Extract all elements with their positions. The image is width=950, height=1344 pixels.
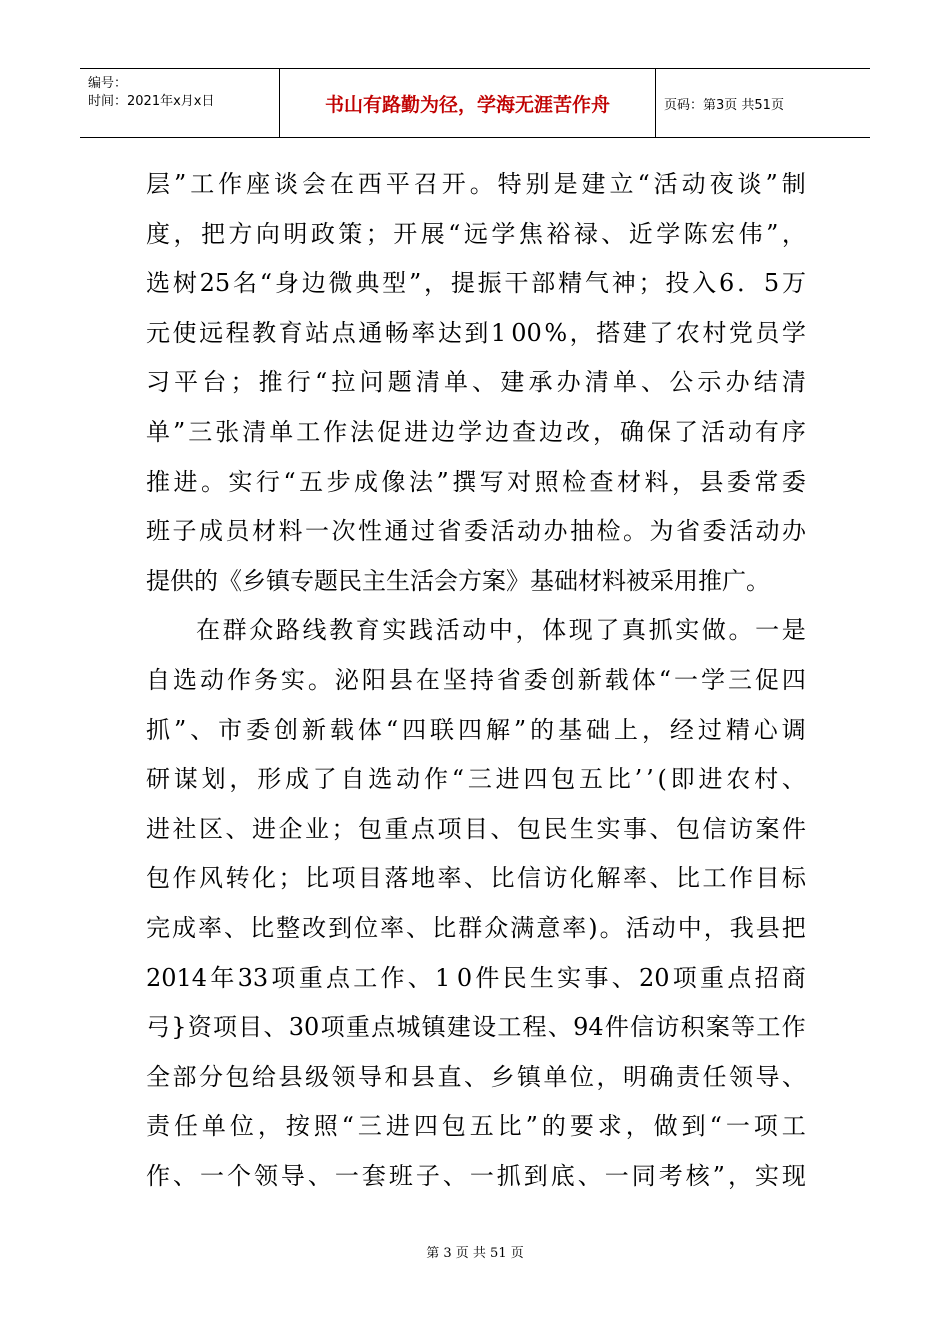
text-line: 推 进 。 实 行 “ 五 步 成 像 法 ” 撰 写 对 照 检 查 材 料 ， 县 委 常 委	[146, 467, 806, 496]
text-line: 进 社 区 、 进 企 业 ； 包 重 点 项 目 、 包 民 生 实 事 、 包 信 访 案 件	[146, 814, 806, 843]
header-page-number: 页码：第3页 共51页	[664, 97, 784, 113]
text-line: 自 选 动 作 务 实 。 泌 阳 县 在 坚 持 省 委 创 新 载 体 “ 一 学 三 促 四	[146, 665, 806, 694]
page-footer: 第 3 页 共 51 页	[426, 1246, 524, 1261]
text-line: 习 平 台 ； 推 行 “ 拉 问 题 清 单 、 建 承 办 清 单 、 公 示 办 结 清	[146, 368, 806, 397]
page-header	[80, 68, 870, 138]
document-number-label: 编号：	[88, 76, 128, 91]
text-line: 弓 } 资 项 目 、 30 项 重 点 城 镇 建 设 工 程 、 94 件 信 访 积 案 等 工 作	[146, 1013, 806, 1042]
text-line: 提供的《乡镇专题民主生活会方案》基础材料被采用推广。	[146, 566, 770, 595]
text-line: 研 谋 划 ， 形 成 了 自 选 动 作 “ 三 进 四 包 五 比 ’ ’ ( 即 进 农 村 、	[146, 765, 806, 794]
text-line: 层 ” 工 作 座 谈 会 在 西 平 召 开 。 特 别 是 建 立 “ 活 动 夜 谈 ” 制	[146, 170, 806, 198]
text-line: 完 成 率 、 比 整 改 到 位 率 、 比 群 众 满 意 率 ) 。 活 动 中 ， 我 县 把	[146, 913, 806, 942]
paragraph-first-line: 在 群 众 路 线 教 育 实 践 活 动 中 ， 体 现 了 真 抓 实 做 。 一 是	[196, 616, 806, 645]
header-meta-cell	[80, 69, 280, 137]
text-line: 抓 ” 、 市 委 创 新 载 体 “ 四 联 四 解 ” 的 基 础 上 ， 经 过 精 心 调	[146, 715, 806, 744]
text-line: 全 部 分 包 给 县 级 领 导 和 县 直 、 乡 镇 单 位 ， 明 确 责 任 领 导 、	[146, 1062, 806, 1091]
document-body	[146, 160, 806, 1201]
text-line: 责 任 单 位 ， 按 照 “ 三 进 四 包 五 比 ” 的 要 求 ， 做 到 “ 一 项 工	[146, 1112, 806, 1141]
text-line: 度 ， 把 方 向 明 政 策 ； 开 展 “ 远 学 焦 裕 禄 、 近 学 陈 宏 伟 ” ，	[146, 219, 806, 248]
text-line: 元 使 远 程 教 育 站 点 通 畅 率 达 到 1 00 % ， 搭 建 了 农 村 党 员 学	[146, 318, 806, 347]
document-time-label: 时间：2021年x月x日	[88, 94, 215, 109]
text-line: 2014 年 33 项 重 点 工 作 、 1 0 件 民 生 实 事 、 20 项 重 点 招 商	[146, 963, 806, 992]
text-line: 选 树 25 名 “ 身 边 微 典 型 ” ， 提 振 干 部 精 气 神 ； 投 入 6 ． 5 万	[146, 269, 806, 298]
text-line: 作 、 一 个 领 导 、 一 套 班 子 、 一 抓 到 底 、 一 同 考 核 ” ， 实 现	[146, 1161, 806, 1190]
header-motto: 书山有路勤为径，学海无涯苦作舟	[280, 69, 656, 137]
text-line: 单 ” 三 张 清 单 工 作 法 促 进 边 学 边 查 边 改 ， 确 保 了 活 动 有 序	[146, 417, 806, 446]
text-line: 班 子 成 员 材 料 一 次 性 通 过 省 委 活 动 办 抽 检 。 为 省 委 活 动 办	[146, 517, 806, 546]
text-line: 包 作 风 转 化 ； 比 项 目 落 地 率 、 比 信 访 化 解 率 、 比 工 作 目 标	[146, 864, 806, 893]
